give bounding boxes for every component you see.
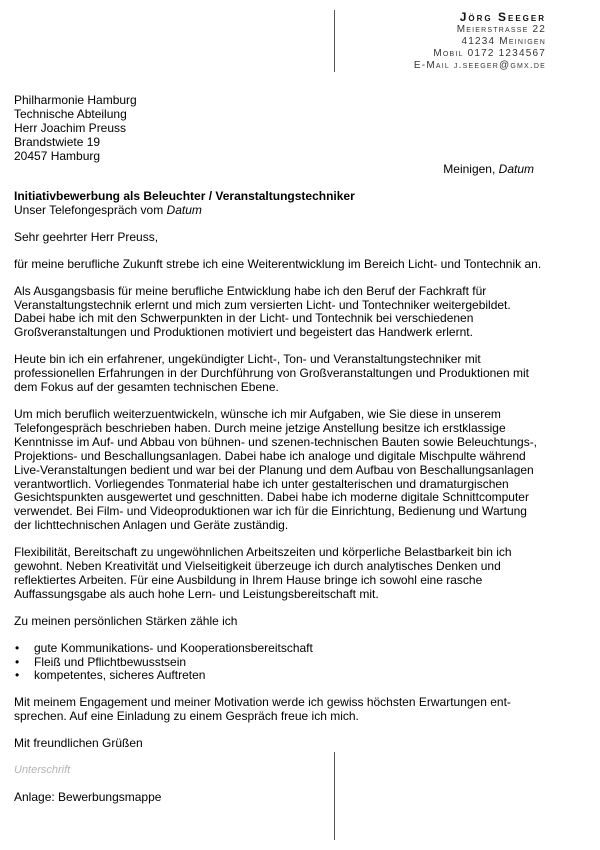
subject-line: Initiativbewerbung als Beleuchter / Veranstaltungstechniker xyxy=(14,189,355,203)
sender-city: 41234 Meinigen xyxy=(461,36,546,47)
strength-item: • kompetentes, sicheres Auftreten xyxy=(14,669,544,683)
paragraph-intro: für meine berufliche Zukunft strebe ich eine Weiterentwicklung im Bereich Licht- und Tontechnik an. xyxy=(14,256,542,271)
paragraph-strengths-intro: Zu meinen persönlichen Stärken zähle ich xyxy=(14,613,238,628)
recipient-address xyxy=(14,93,137,163)
divider-line-top xyxy=(334,10,335,72)
closing-greeting: Mit freundlichen Grüßen xyxy=(14,736,143,751)
subject-reference xyxy=(14,204,544,218)
paragraph-current-role: Heute bin ich ein erfahrener, ungekündigter Licht-, Ton- und Veranstaltungstechniker mit professionellen Erfahrungen in der Durchführung von Großveranstaltungen und Produktionen mit dem Fokus auf der gesamten technischen Ebene. xyxy=(14,352,529,395)
sender-street: Meierstrasse 22 xyxy=(456,24,546,35)
subject-reference-placeholder: Datum xyxy=(166,202,202,217)
attachment-note: Anlage: Bewerbungsmappe xyxy=(14,790,162,804)
strengths-list xyxy=(14,642,544,684)
strength-item: • Fleiß und Pflichtbewusstsein xyxy=(14,656,544,670)
letter-body xyxy=(14,190,544,805)
paragraph-background: Als Ausgangsbasis für meine berufliche Entwicklung habe ich den Beruf der Fachkraft für Veranstaltungstechnik erlernt und mich zum versierten Licht- und Tontechniker weitergebildet. Dabei habe ich mit den Schwerpunkten in der Licht- und Tontechnik bei verschiedenen Großveranstaltungen und Produktionen motiviert und begeistert das Handwerk erlernt. xyxy=(14,283,511,340)
date-place: Meinigen, xyxy=(443,162,499,176)
paragraph-experience: Um mich beruflich weiterzuentwickeln, wünsche ich mir Aufgaben, wie Sie diese in unserem Telefongespräch beschrieben haben. Durch meine jetzige Anstellung besitze ich erstklassige Kenntnisse im Auf- und Abbau von bühnen- und szenen-technischen Bauten sowie Beleuchtungs-, Projektions- und Beschallungsanlagen. Dabei habe ich analoge und digitale Mischpulte während Live-Veranstaltungen bedient und war bei der Planung und dem Aufbau von Beschallungsanlagen verantwortlich. Vorliegendes Tonmaterial habe ich unter gestalterischen und dramaturgischen Gesichtspunkten ausgewertet und geschnitten. Dabei habe ich moderne digitale Schnittcomputer verwendet. Bei Film- und Videoproduktionen war ich für die Einrichtung, Bedienung und Wartung der lichttechnischen Anlagen und Geräte zuständig. xyxy=(14,406,538,533)
signature-placeholder: Unterschrift xyxy=(14,764,71,777)
sender-email: E-Mail j.seeger@gmx.de xyxy=(413,60,546,71)
recipient-department: Technische Abteilung xyxy=(14,107,127,121)
paragraph-closing: Mit meinem Engagement und meiner Motivation werde ich gewiss höchsten Erwartungen ent-sprechen. Auf eine Einladung zu einem Gespräch freue ich mich. xyxy=(14,695,511,724)
recipient-street: Brandstwiete 19 xyxy=(14,135,101,149)
paragraph-qualities: Flexibilität, Bereitschaft zu ungewöhnlichen Arbeitszeiten und körperliche Belastbarkeit bin ich gewohnt. Neben Kreativität und Vielseitigkeit überzeuge ich durch analytisches Denken und reflektiertes Arbeiten. Für eine Ausbildung in Ihrem Hause bringe ich sowohl eine rasche Auffassungsgabe als auch hohe Lern- und Leistungsbereitschaft mit. xyxy=(14,545,512,601)
sender-name: Jörg Seeger xyxy=(459,10,546,24)
sender-mobile: Mobil 0172 1234567 xyxy=(433,48,546,59)
strength-item: • gute Kommunikations- und Kooperationsbereitschaft xyxy=(14,642,544,656)
sender-block xyxy=(414,10,546,72)
subject-reference-text: Unser Telefongespräch vom xyxy=(14,202,167,217)
date-line xyxy=(443,162,534,176)
date-placeholder: Datum xyxy=(498,162,534,176)
recipient-org: Philharmonie Hamburg xyxy=(14,93,137,107)
recipient-city: 20457 Hamburg xyxy=(14,149,101,163)
recipient-person: Herr Joachim Preuss xyxy=(14,121,127,135)
salutation: Sehr geehrter Herr Preuss, xyxy=(14,229,159,244)
